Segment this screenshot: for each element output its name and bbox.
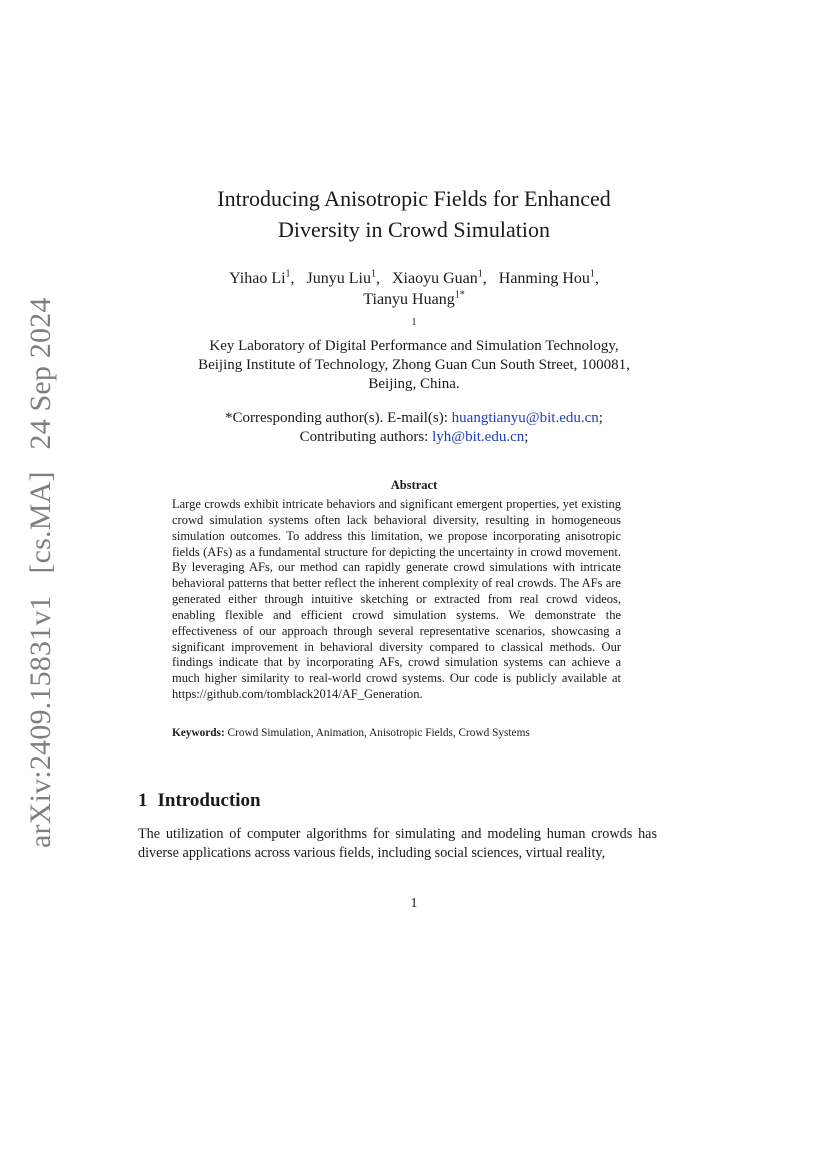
author: Xiaoyu Guan$^1$, [392,268,487,287]
author-affiliation-mark: 1 [589,268,595,280]
paper-title-line-1: Introducing Anisotropic Fields for Enhanced [217,186,611,211]
author: Junyu Liu$^1$, [306,268,380,287]
arxiv-id: arXiv:2409.15831v1 [24,595,57,848]
author-name: Tianyu Huang [363,291,455,308]
section-number: 1 [138,790,148,811]
author-name: Xiaoyu Guan [392,270,478,287]
section-heading-introduction [138,790,261,812]
author-affiliation-mark: 1 [477,268,483,280]
affiliation-line-2: Beijing Institute of Technology, Zhong Guan Cun South Street, 100081, [198,357,630,373]
contributing-authors-line [0,428,828,447]
affiliation-mark: 1 [411,317,417,328]
affiliation-line-3: Beijing, China. [368,376,460,392]
paper-title [0,183,828,245]
author-affiliation-mark: 1 [371,268,376,280]
abstract-heading: Abstract [390,478,438,492]
keywords [172,726,632,741]
abstract-text: Large crowds exhibit intricate behaviors and significant emergent properties, yet existing crowd simulation systems often lack behavioral diversity, resulting in homogeneous simulation outcomes. To address this limitation, we propose incorporating anisotropic fields (AFs) as a fundamental structure for depicting the uncertainty in crowd movement. By leveraging AFs, our method can rapidly generate crowd simulations with intricate behavioral patterns that better reflect the inherent complexity of real crowds. The AFs are generated either through intuitive sketching or extracted from real crowd videos, enabling flexible and efficient crowd simulation systems. We demonstrate the effectiveness of our approach through several representative scenarios, showcasing a significant improvement in behavioral diversity compared to classical methods. Our findings indicate that by incorporating AFs, crowd simulation systems can achieve a much higher similarity to real-world crowd systems. Our code is publicly available at https://github.com/tomblack2014/AF_Generation. [172,497,621,702]
arxiv-date: 24 Sep 2024 [24,297,57,450]
keywords-text: Crowd Simulation, Animation, Anisotropic Fields, Crowd Systems [227,727,530,739]
affiliation-line-1: Key Laboratory of Digital Performance and Simulation Technology, [209,338,619,354]
author: Hanming Hou$^1$, [498,268,599,287]
affiliation [0,318,828,394]
corresponding-prefix: *Corresponding author(s). E-mail(s): [225,410,452,426]
corresponding-email-link[interactable]: huangtianyu@bit.edu.cn [451,410,599,426]
keywords-label: Keywords: [172,727,225,739]
author: Yihao Li$^1$, [229,268,295,287]
arxiv-category: [cs.MA] [24,471,57,574]
author-affiliation-mark: 1* [454,289,465,301]
contributing-suffix: ; [524,429,529,445]
contributing-email-link[interactable]: lyh@bit.edu.cn [432,429,525,445]
corresponding-suffix: ; [598,410,603,426]
author [363,291,464,308]
author-name: Yihao Li [229,270,286,287]
contributing-prefix: Contributing authors: [299,429,433,445]
corresponding-author-line [0,409,828,428]
paper-title-line-2: Diversity in Crowd Simulation [278,217,550,242]
introduction-paragraph: The utilization of computer algorithms for simulating and modeling human crowds has diverse applications across various fields, including social sciences, virtual reality, [138,826,657,861]
page-number: 1 [410,896,418,911]
correspondence [0,409,828,447]
section-title: Introduction [157,790,261,811]
author-name: Hanming Hou [498,270,590,287]
author-affiliation-mark: 1 [285,268,291,280]
author-list [0,268,828,310]
author-name: Junyu Liu [306,270,371,287]
